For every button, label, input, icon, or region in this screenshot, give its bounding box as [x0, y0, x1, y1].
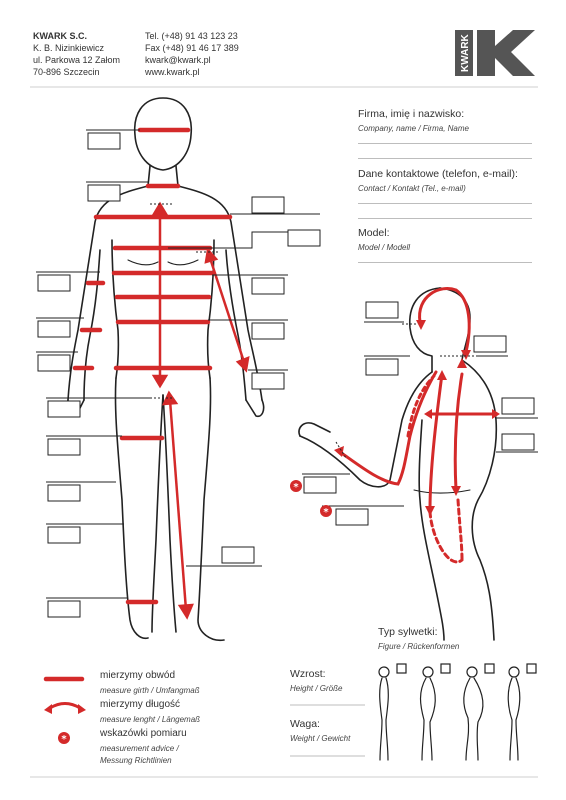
front-right-hand	[246, 400, 264, 416]
arrow-front-top	[437, 370, 447, 380]
figure-2-body	[421, 678, 436, 760]
front-chest-detail	[128, 260, 198, 265]
figure-type-4[interactable]	[508, 664, 536, 760]
arrow-head-start	[416, 320, 426, 330]
model-label: Model:	[358, 227, 390, 239]
arrow-front-bottom	[425, 506, 435, 516]
figure-type-label: Typ sylwetki:	[378, 626, 438, 638]
front-right-leg-inner	[163, 395, 176, 632]
company-sublabel: Company, name / Firma, Name	[358, 124, 469, 133]
company-web[interactable]: www.kwark.pl	[145, 67, 200, 77]
advice-asterisk-glyph: *	[293, 482, 299, 493]
figure-2-head	[423, 667, 433, 677]
logo-text: KWARK	[460, 34, 471, 72]
arrow-width-left	[424, 409, 432, 419]
box-head-over[interactable]	[366, 359, 398, 375]
contact-line-1[interactable]	[358, 203, 532, 204]
leg-arrow-bottom	[180, 605, 192, 617]
weight-label: Waga:	[290, 718, 320, 730]
box-calf[interactable]	[48, 601, 80, 617]
legend-advice-sublabel-1: measurement advice /	[100, 744, 179, 753]
box-elbow[interactable]	[38, 321, 70, 337]
measure-length-arrow-left	[44, 704, 52, 714]
front-neck-outline	[148, 166, 178, 186]
box-wrist-side[interactable]	[304, 477, 336, 493]
arrow-back-bottom	[451, 486, 461, 496]
company-email[interactable]: kwark@kwark.pl	[145, 55, 211, 65]
box-hip-side[interactable]	[48, 485, 80, 501]
box-head[interactable]	[88, 133, 120, 149]
box-crotch[interactable]	[48, 401, 80, 417]
front-right-leg-outer	[198, 378, 224, 640]
box-thigh[interactable]	[48, 439, 80, 455]
contact-sublabel: Contact / Kontakt (Tel., e-mail)	[358, 184, 466, 193]
company-line-1[interactable]	[358, 143, 532, 144]
figure-4-head	[509, 667, 519, 677]
figure-type-1[interactable]	[379, 664, 406, 760]
figure-3-checkbox[interactable]	[485, 664, 494, 673]
company-fax: Fax (+48) 91 46 17 389	[145, 43, 239, 53]
box-leg-length[interactable]	[222, 547, 254, 563]
box-forehead[interactable]	[366, 302, 398, 318]
figure-type-options	[379, 664, 536, 760]
weight-sublabel: Weight / Gewicht	[290, 734, 351, 743]
figure-1-head	[379, 667, 389, 677]
company-street: ul. Parkowa 12 Załom	[33, 55, 121, 65]
figure-type-3[interactable]	[464, 664, 494, 760]
seat-length	[458, 500, 462, 560]
legend-icons	[44, 679, 86, 745]
company-name: KWARK S.C.	[33, 31, 87, 41]
height-weight-rules	[290, 705, 365, 756]
figure-4-body	[508, 678, 520, 760]
box-back-length[interactable]	[502, 434, 534, 450]
box-neck[interactable]	[88, 185, 120, 201]
figure-2-checkbox[interactable]	[441, 664, 450, 673]
box-chest[interactable]	[288, 230, 320, 246]
legend-girth-label: mierzymy obwód	[100, 670, 176, 681]
model-sublabel: Model / Modell	[358, 243, 411, 252]
figure-3-body	[464, 678, 483, 760]
box-crotch-side[interactable]	[336, 509, 368, 525]
side-back-outline	[462, 360, 496, 640]
height-label: Wzrost:	[290, 668, 326, 680]
legend-length-sublabel: measure lenght / Längemaß	[100, 715, 201, 724]
measure-length-arrow-right	[78, 704, 86, 714]
box-arm-length[interactable]	[252, 373, 284, 389]
legend-advice-label: wskazówki pomiaru	[100, 728, 187, 739]
box-neck-back[interactable]	[474, 336, 506, 352]
figure-type-2[interactable]	[421, 664, 451, 760]
side-waistline	[414, 490, 470, 493]
arm-arrow-bottom	[238, 358, 248, 370]
front-side-length	[430, 374, 442, 510]
front-left-leg-inner	[152, 395, 163, 632]
box-knee[interactable]	[48, 527, 80, 543]
company-label: Firma, imię i nazwisko:	[358, 108, 465, 120]
front-measure-fields	[36, 130, 320, 617]
side-hand	[299, 423, 330, 436]
advice-asterisk-glyph: *	[323, 507, 329, 518]
front-torso-arrow-bottom	[154, 376, 166, 386]
legend-length-label: mierzymy długość	[100, 699, 181, 710]
front-left-torso	[112, 240, 118, 378]
figure-1-checkbox[interactable]	[397, 664, 406, 673]
advice-asterisk-glyph: *	[61, 734, 67, 745]
company-phone: Tel. (+48) 91 43 123 23	[145, 31, 238, 41]
front-left-leg-outer	[115, 378, 148, 638]
measure-length-icon	[50, 704, 80, 709]
front-right-arm-inner	[226, 250, 246, 400]
figure-3-head	[467, 667, 477, 677]
height-sublabel: Height / Größe	[290, 684, 343, 693]
box-upper-arm[interactable]	[38, 275, 70, 291]
company-city: 70-896 Szczecin	[33, 67, 100, 77]
contact-label: Dane kontaktowe (telefon, e-mail):	[358, 168, 518, 180]
figure-4-checkbox[interactable]	[527, 664, 536, 673]
contact-line-2[interactable]	[358, 218, 532, 219]
figure-1-body	[380, 678, 389, 760]
box-waist[interactable]	[252, 323, 284, 339]
front-torso-arrow-top	[154, 204, 166, 214]
model-line[interactable]	[358, 262, 532, 263]
legend-girth-sublabel: measure girth / Umfangmaß	[100, 686, 200, 695]
legend-advice-sublabel-2: Messung Richtlinien	[100, 756, 172, 765]
company-owner: K. B. Nizinkiewicz	[33, 43, 105, 53]
crotch-length	[430, 512, 462, 562]
box-shoulder[interactable]	[252, 197, 284, 213]
head-over-length	[420, 288, 470, 352]
box-wrist[interactable]	[38, 355, 70, 371]
back-length	[455, 374, 462, 490]
figure-type-sublabel: Figure / Rückenformen	[378, 642, 460, 651]
company-line-2[interactable]	[358, 158, 532, 159]
box-underbust[interactable]	[252, 278, 284, 294]
front-head-outline	[135, 98, 192, 170]
box-back-width[interactable]	[502, 398, 534, 414]
